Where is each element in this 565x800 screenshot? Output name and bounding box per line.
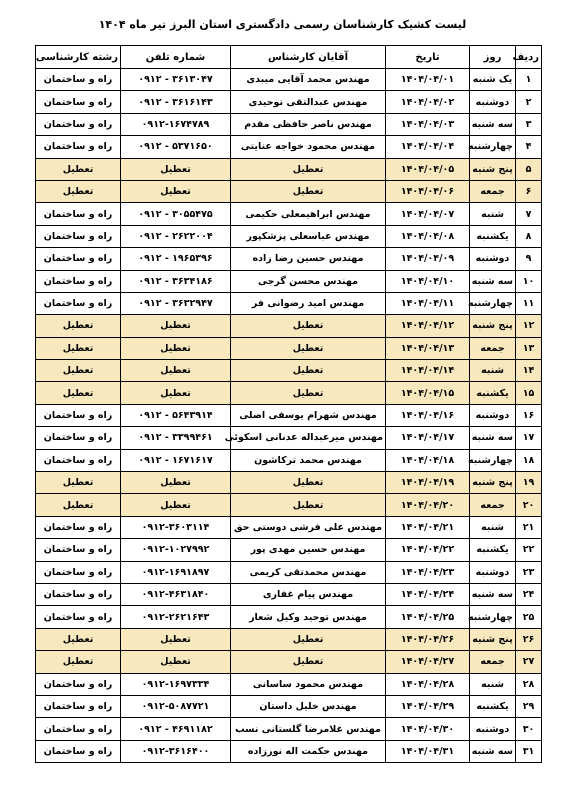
cell-day: چهارشنبه [470,292,516,314]
cell-expert-name: تعطیل [231,158,386,180]
table-row [36,539,542,561]
table-row [36,695,542,717]
cell-field: راه و ساختمان [36,203,121,225]
cell-row-number: ۱۹ [516,472,542,494]
cell-field: راه و ساختمان [36,292,121,314]
cell-date: ۱۴۰۴/۰۴/۲۷ [386,651,470,673]
cell-phone: ۰۹۱۲ - ۴۶۹۱۱۸۲ [121,718,231,740]
cell-day: شنبه [470,203,516,225]
table-row [36,248,542,270]
cell-row-number: ۱۸ [516,449,542,471]
cell-date: ۱۴۰۴/۰۴/۱۶ [386,404,470,426]
table-row [36,449,542,471]
table-row [36,360,542,382]
cell-field: تعطیل [36,360,121,382]
cell-phone: تعطیل [121,628,231,650]
cell-expert-name: مهندس حسین مهدی پور [231,539,386,561]
cell-date: ۱۴۰۴/۰۴/۱۴ [386,360,470,382]
cell-day: پنج شنبه [470,158,516,180]
cell-field: راه و ساختمان [36,718,121,740]
cell-phone: ۰۹۱۲ - ۵۳۷۱۶۵۰ [121,136,231,158]
cell-field: راه و ساختمان [36,449,121,471]
cell-expert-name: تعطیل [231,472,386,494]
cell-row-number: ۱۵ [516,382,542,404]
cell-day: چهارشنبه [470,606,516,628]
cell-date: ۱۴۰۴/۰۴/۲۳ [386,561,470,583]
cell-phone: ۰۹۱۲-۱۶۹۱۸۹۷ [121,561,231,583]
cell-day: جمعه [470,651,516,673]
cell-field: راه و ساختمان [36,69,121,91]
cell-day: چهارشنبه [470,136,516,158]
cell-row-number: ۹ [516,248,542,270]
cell-phone: ۰۹۱۲ - ۱۶۷۱۶۱۷ [121,449,231,471]
cell-field: راه و ساختمان [36,225,121,247]
cell-phone: ۰۹۱۲-۱۰۲۷۹۹۲ [121,539,231,561]
cell-day: سه شنبه [470,113,516,135]
cell-row-number: ۳۰ [516,718,542,740]
cell-expert-name: تعطیل [231,360,386,382]
cell-phone: ۰۹۱۲ - ۳۳۹۹۴۶۱ [121,427,231,449]
cell-day: یکشنبه [470,382,516,404]
cell-row-number: ۲ [516,91,542,113]
cell-row-number: ۳۱ [516,740,542,762]
cell-expert-name: تعطیل [231,651,386,673]
cell-row-number: ۱۰ [516,270,542,292]
cell-expert-name: مهندس عباسعلی پزشکپور [231,225,386,247]
cell-phone: ۰۹۱۲-۱۶۹۷۳۳۴ [121,673,231,695]
cell-field: راه و ساختمان [36,561,121,583]
cell-row-number: ۵ [516,158,542,180]
cell-day: چهارشنبه [470,449,516,471]
cell-expert-name: تعطیل [231,628,386,650]
cell-expert-name: مهندس محمود ساسانی [231,673,386,695]
cell-phone: تعطیل [121,360,231,382]
table-row [36,472,542,494]
cell-expert-name: تعطیل [231,315,386,337]
cell-expert-name: مهندس توحید وکیل شعار [231,606,386,628]
cell-date: ۱۴۰۴/۰۴/۰۸ [386,225,470,247]
cell-row-number: ۲۹ [516,695,542,717]
cell-field: راه و ساختمان [36,740,121,762]
table-row [36,628,542,650]
cell-day: سه شنبه [470,427,516,449]
cell-date: ۱۴۰۴/۰۴/۲۴ [386,583,470,605]
cell-date: ۱۴۰۴/۰۴/۲۱ [386,516,470,538]
cell-date: ۱۴۰۴/۰۴/۲۲ [386,539,470,561]
table-body [36,69,542,763]
cell-phone: تعطیل [121,651,231,673]
table-row [36,718,542,740]
cell-field: تعطیل [36,651,121,673]
cell-row-number: ۲۴ [516,583,542,605]
cell-field: راه و ساختمان [36,539,121,561]
table-row [36,69,542,91]
cell-date: ۱۴۰۴/۰۴/۱۱ [386,292,470,314]
cell-date: ۱۴۰۴/۰۴/۰۲ [386,91,470,113]
cell-expert-name: مهندس محمد آقایی میبدی [231,69,386,91]
cell-row-number: ۲۶ [516,628,542,650]
cell-expert-name: مهندس محمد ترکاشون [231,449,386,471]
table-row [36,292,542,314]
cell-field: تعطیل [36,180,121,202]
cell-day: جمعه [470,494,516,516]
cell-date: ۱۴۰۴/۰۴/۰۳ [386,113,470,135]
cell-field: تعطیل [36,628,121,650]
cell-row-number: ۱۴ [516,360,542,382]
cell-row-number: ۷ [516,203,542,225]
cell-date: ۱۴۰۴/۰۴/۱۸ [386,449,470,471]
table-row [36,740,542,762]
cell-expert-name: مهندس حکمت اله نورزاده [231,740,386,762]
cell-phone: تعطیل [121,315,231,337]
cell-expert-name: تعطیل [231,494,386,516]
cell-date: ۱۴۰۴/۰۴/۲۶ [386,628,470,650]
cell-date: ۱۴۰۴/۰۴/۱۰ [386,270,470,292]
cell-expert-name: تعطیل [231,337,386,359]
cell-day: جمعه [470,337,516,359]
cell-phone: تعطیل [121,337,231,359]
cell-row-number: ۲۷ [516,651,542,673]
cell-phone: ۰۹۱۲-۴۶۳۱۸۴۰ [121,583,231,605]
cell-phone: ۰۹۱۲-۳۶۱۶۴۰۰ [121,740,231,762]
cell-date: ۱۴۰۴/۰۴/۲۰ [386,494,470,516]
cell-field: تعطیل [36,494,121,516]
table-row [36,561,542,583]
cell-row-number: ۸ [516,225,542,247]
cell-phone: ۰۹۱۲ - ۳۶۱۳۰۴۷ [121,69,231,91]
table-row [36,427,542,449]
cell-field: راه و ساختمان [36,606,121,628]
cell-date: ۱۴۰۴/۰۴/۲۵ [386,606,470,628]
cell-expert-name: مهندس محسن گرجی [231,270,386,292]
page-title: لیست کشیک کارشناسان رسمی دادگستری استان البرز تیر ماه ۱۴۰۴ [98,18,467,31]
cell-date: ۱۴۰۴/۰۴/۰۱ [386,69,470,91]
header-phone: شماره تلفن [121,46,231,69]
cell-row-number: ۲۸ [516,673,542,695]
table-row [36,404,542,426]
cell-field: راه و ساختمان [36,583,121,605]
table-row [36,516,542,538]
cell-row-number: ۳ [516,113,542,135]
cell-expert-name: مهندس ابراهیمعلی حکیمی [231,203,386,225]
cell-expert-name: مهندس پیام غفاری [231,583,386,605]
cell-phone: ۰۹۱۲ - ۲۶۲۲۰۰۴ [121,225,231,247]
cell-row-number: ۱۲ [516,315,542,337]
table-row [36,113,542,135]
cell-expert-name: تعطیل [231,382,386,404]
header-experts: آقایان کارشناس [231,46,386,69]
cell-day: پنج شنبه [470,472,516,494]
cell-day: سه شنبه [470,583,516,605]
header-field: رشته کارشناسی [36,46,121,69]
table-row [36,91,542,113]
cell-expert-name: مهندس امید رضوانی فر [231,292,386,314]
table-row [36,203,542,225]
cell-field: تعطیل [36,472,121,494]
cell-day: دوشنبه [470,248,516,270]
cell-field: راه و ساختمان [36,91,121,113]
cell-date: ۱۴۰۴/۰۴/۱۲ [386,315,470,337]
table-row [36,382,542,404]
cell-field: راه و ساختمان [36,404,121,426]
table-row [36,651,542,673]
cell-row-number: ۲۵ [516,606,542,628]
cell-row-number: ۱۶ [516,404,542,426]
cell-row-number: ۶ [516,180,542,202]
cell-date: ۱۴۰۴/۰۴/۱۷ [386,427,470,449]
cell-expert-name: مهندس خلیل داستان [231,695,386,717]
cell-date: ۱۴۰۴/۰۴/۱۹ [386,472,470,494]
cell-day: یکشنبه [470,539,516,561]
cell-phone: ۰۹۱۲ - ۱۹۶۵۳۹۶ [121,248,231,270]
header-row [36,46,542,69]
cell-row-number: ۲۲ [516,539,542,561]
cell-row-number: ۲۳ [516,561,542,583]
cell-field: راه و ساختمان [36,427,121,449]
cell-row-number: ۱ [516,69,542,91]
cell-row-number: ۲۰ [516,494,542,516]
cell-field: راه و ساختمان [36,516,121,538]
cell-field: تعطیل [36,315,121,337]
cell-field: تعطیل [36,158,121,180]
cell-expert-name: مهندس حسین رضا زاده [231,248,386,270]
table-header [36,46,542,69]
cell-date: ۱۴۰۴/۰۴/۱۵ [386,382,470,404]
cell-day: سه شنبه [470,270,516,292]
cell-field: راه و ساختمان [36,113,121,135]
cell-field: تعطیل [36,337,121,359]
cell-phone: تعطیل [121,180,231,202]
table-row [36,673,542,695]
cell-expert-name: مهندس علی فرشی دوستی حق [231,516,386,538]
table-row [36,583,542,605]
table-row [36,136,542,158]
cell-day: دوشنبه [470,91,516,113]
cell-phone: ۰۹۱۲ - ۳۰۵۵۴۷۵ [121,203,231,225]
cell-expert-name: مهندس محمدتقی کریمی [231,561,386,583]
table-row [36,225,542,247]
cell-phone: ۰۹۱۲-۵۰۸۷۷۲۱ [121,695,231,717]
header-row-number: ردیف [516,46,542,69]
table-row [36,606,542,628]
cell-field: راه و ساختمان [36,136,121,158]
cell-expert-name: مهندس محمود خواجه عنایتی [231,136,386,158]
cell-expert-name: مهندس غلامرضا گلستانی نسب [231,718,386,740]
cell-date: ۱۴۰۴/۰۴/۳۰ [386,718,470,740]
cell-phone: ۰۹۱۲ - ۳۶۳۴۱۸۶ [121,270,231,292]
table-row [36,158,542,180]
cell-expert-name: مهندس عبدالتقی توحیدی [231,91,386,113]
cell-date: ۱۴۰۴/۰۴/۰۹ [386,248,470,270]
cell-day: پنج شنبه [470,315,516,337]
cell-day: دوشنبه [470,718,516,740]
cell-date: ۱۴۰۴/۰۴/۰۵ [386,158,470,180]
cell-day: شنبه [470,360,516,382]
cell-expert-name: مهندس ناصر حافظی مقدم [231,113,386,135]
table-row [36,180,542,202]
cell-day: یکشنبه [470,225,516,247]
cell-row-number: ۱۳ [516,337,542,359]
cell-row-number: ۴ [516,136,542,158]
cell-phone: ۰۹۱۲ - ۳۶۱۶۱۴۳ [121,91,231,113]
cell-date: ۱۴۰۴/۰۴/۰۶ [386,180,470,202]
cell-date: ۱۴۰۴/۰۴/۰۷ [386,203,470,225]
cell-row-number: ۱۷ [516,427,542,449]
cell-day: شنبه [470,516,516,538]
cell-phone: ۰۹۱۲ - ۵۶۴۳۹۱۴ [121,404,231,426]
cell-phone: ۰۹۱۲-۳۶۰۳۱۱۴ [121,516,231,538]
cell-day: دوشنبه [470,561,516,583]
cell-field: راه و ساختمان [36,673,121,695]
cell-date: ۱۴۰۴/۰۴/۱۳ [386,337,470,359]
cell-row-number: ۱۱ [516,292,542,314]
cell-day: شنبه [470,673,516,695]
cell-phone: تعطیل [121,494,231,516]
table-row [36,315,542,337]
table-row [36,494,542,516]
cell-field: تعطیل [36,382,121,404]
cell-day: جمعه [470,180,516,202]
cell-field: راه و ساختمان [36,270,121,292]
header-date: تاریخ [386,46,470,69]
cell-day: پنج شنبه [470,628,516,650]
cell-phone: تعطیل [121,382,231,404]
cell-day: یک شنبه [470,69,516,91]
cell-date: ۱۴۰۴/۰۴/۲۹ [386,695,470,717]
cell-field: راه و ساختمان [36,248,121,270]
cell-day: سه شنبه [470,740,516,762]
schedule-table [35,45,542,763]
cell-phone: تعطیل [121,158,231,180]
cell-date: ۱۴۰۴/۰۴/۲۸ [386,673,470,695]
cell-phone: تعطیل [121,472,231,494]
cell-day: یکشنبه [470,695,516,717]
cell-date: ۱۴۰۴/۰۴/۳۱ [386,740,470,762]
cell-phone: ۰۹۱۲-۲۶۲۱۶۴۳ [121,606,231,628]
cell-expert-name: تعطیل [231,180,386,202]
cell-row-number: ۲۱ [516,516,542,538]
cell-expert-name: مهندس میرعبداله عدنانی اسکوئی [231,427,386,449]
cell-field: راه و ساختمان [36,695,121,717]
table-row [36,270,542,292]
header-day: روز [470,46,516,69]
cell-date: ۱۴۰۴/۰۴/۰۴ [386,136,470,158]
table-row [36,337,542,359]
cell-phone: ۰۹۱۲-۱۶۷۴۷۸۹ [121,113,231,135]
cell-phone: ۰۹۱۲ - ۳۶۳۲۹۴۷ [121,292,231,314]
cell-expert-name: مهندس شهرام یوسفی اصلی [231,404,386,426]
cell-day: دوشنبه [470,404,516,426]
